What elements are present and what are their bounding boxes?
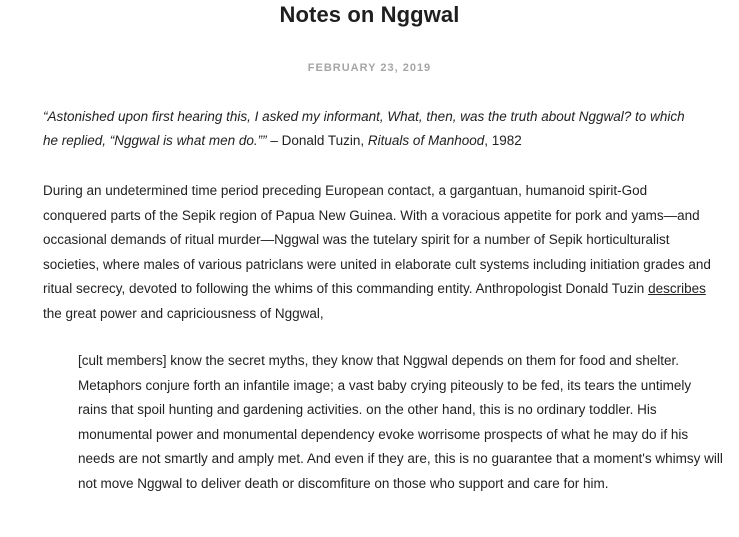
block-quote: [cult members] know the secret myths, they know that Nggwal depends on them for food and shelter. Metaphors conjure forth an infantile image; a vast baby crying piteously to be fed, its tears the untimely rains that spoil hunting and gardening activities. on the other hand, this is no ordinary toddler. His monumental power and monumental dependency evoke worrisome prospects of what he may do if his needs are not smartly and amply met. And even if they are, this is no guarantee that a moment's whimsy will not move Nggwal to deliver death or discomfiture on those who support and care for him.: [78, 353, 723, 491]
body-paragraph: [43, 179, 713, 326]
describes-link[interactable]: describes: [648, 281, 706, 296]
epigraph-attribution: – Donald Tuzin,: [266, 133, 368, 148]
post-date: FEBRUARY 23, 2019: [307, 62, 432, 74]
epigraph-year: , 1982: [484, 133, 522, 148]
epigraph-book-title: Rituals of Manhood: [367, 133, 485, 148]
page-title: Notes on Nggwal: [279, 2, 460, 27]
epigraph-quote: “Astonished upon first hearing this, I asked my informant, What, then, was the truth about Nggwal? to which he replied, “Nggwal is what men do.””: [43, 109, 685, 148]
epigraph: [43, 105, 693, 153]
paragraph-text-after-link: the great power and capriciousness of Nggwal,: [43, 305, 324, 321]
paragraph-text-before-link: During an undetermined time period preceding European contact, a gargantuan, humanoid spirit-God conquered parts of the Sepik region of Papua New Guinea. With a voracious appetite for pork and yams—and occasional demands of ritual murder—Nggwal was the tutelary spirit for a number of Sepik horticulturalist societies, where males of various patriclans were united in elaborate cult systems including initiation grades and ritual secrecy, devoted to following the whims of this commanding entity. Anthropologist Donald Tuzin: [43, 183, 711, 296]
